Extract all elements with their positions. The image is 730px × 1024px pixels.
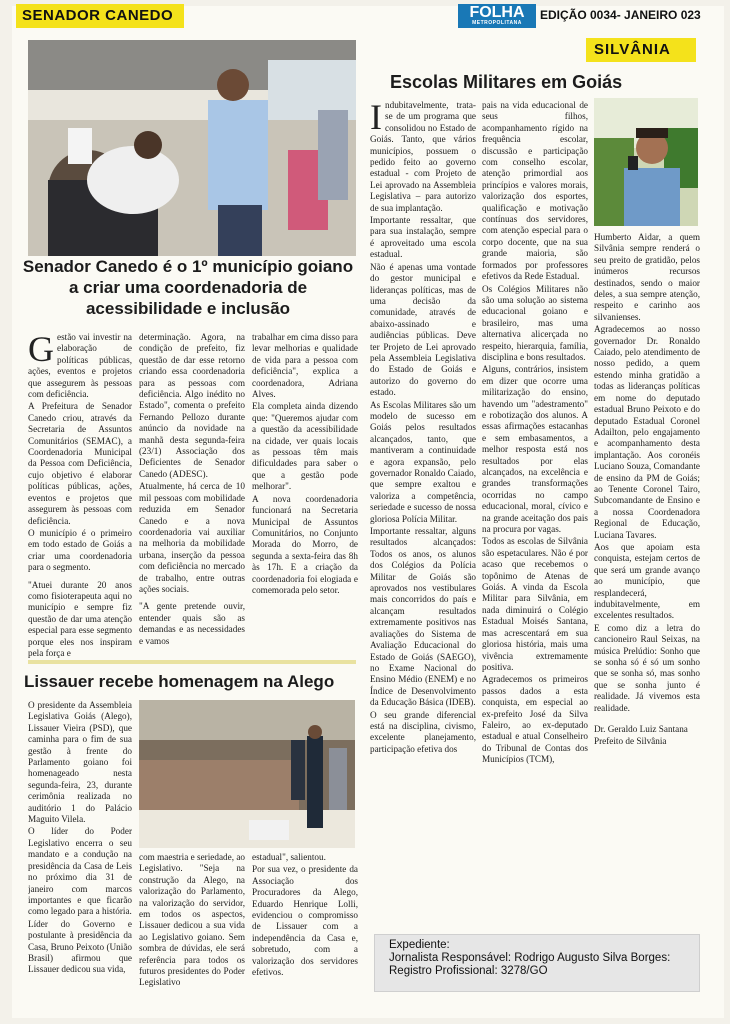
escolas-column-2	[482, 100, 588, 930]
escolas-headline: Escolas Militares em Goiás	[390, 72, 623, 92]
section-tag-senador-canedo: SENADOR CANEDO	[16, 4, 184, 28]
expediente-title: Expediente:	[389, 939, 450, 951]
paragraph: O município é o primeiro em todo estado de Goiás a criar uma coordenadoria para o segmento.	[28, 527, 132, 573]
paragraph: estão vai investir na elaboração de políticas públicas, ações, eventos e projetos que assegurem às pessoas com deficiência.	[28, 332, 132, 400]
folha-logo	[458, 4, 536, 28]
paragraph: Importante ressaltar, que para sua instalação, sempre é aproveitado uma escola estadual.	[370, 215, 476, 260]
lissauer-column-3	[252, 852, 358, 1002]
paragraph: A nova coordenadoria funcionará na Secretaria Municipal de Assuntos Comunitários, no Conjunto Morada do Morro, de segunda a sexta-feira das 8h às 17h. E a criação da coordenadoria foi elogiada e comemorada pelo setor.	[252, 493, 358, 595]
paragraph: ndubitavelmente, trata-se de um programa que consolidou no Estado de Goiás. Tanto, que vários municípios, possuem o pedido feito ao governo estadual - com Projeto de Lei aprovado na Assembleia Legislativa – para autorizo de sua implantação.	[370, 100, 476, 213]
edition-label: EDIÇÃO 0034- JANEIRO 023	[540, 8, 701, 22]
paragraph: Agradecemos os primeiros passos dados a esta conquista, em especial ao ex-prefeito José da Silva Faleiro, ao ex-deputado estadual e atual Conselheiro do Tribunal de Contas dos Municípios (TCM),	[482, 674, 588, 765]
paragraph: O presidente da Assembleia Legislativa Goiás (Alego), Lissauer Vieira (PSD), que caminha para o fim de sua gestão à frente do Parlamento goiano foi homenageado nesta segunda-feira, 23, durante cerimônia realizada no auditório 1 do Palácio Maguito Vilela.	[28, 700, 132, 825]
paragraph: Agradecemos ao nosso governador Dr. Ronaldo Caiado, pelo atendimento de nosso pedido, a quem estendo minha gratidão a todas as lideranças políticas em nome do deputado estadual Bruno Peixoto e do deputado Estadual Coronel Adailton, pelo engajamento e acompanhamento desta implantação. Aos coronéis Luciano Souza, Comandante de ensino da PM de Goiás; ao Tenente Coronel Tairo, Subcomandante de Ensino e a nossa Coordenadora Regional de Educação, Luciana Tavares.	[594, 324, 700, 540]
signature: Dr. Geraldo Luiz Santana	[594, 724, 688, 735]
lissauer-photo	[139, 700, 355, 848]
accent-bar	[28, 660, 356, 664]
dropcap: G	[28, 332, 54, 369]
paragraph: "Atuei durante 20 anos como fisioterapeuta aqui no município e sempre fiz questão de dar uma atenção especial para esse segmento porque eles nos inspiram pela força e	[28, 579, 132, 658]
paragraph: O líder do Poder Legislativo encerra o seu mandato e a condução na presidência da Casa de Leis no próximo dia 31 de janeiro com marcos importantes e que ficarão como legado para a história.	[28, 826, 132, 917]
lissauer-headline: Lissauer recebe homenagem na Alego	[24, 672, 335, 691]
escolas-column-3	[594, 232, 700, 932]
silvania-mayor-photo	[594, 98, 698, 226]
paragraph: O seu grande diferencial está na disciplina, civismo, excelente planejamento, participação efetiva dos	[370, 709, 476, 754]
lissauer-column-2	[139, 852, 245, 1002]
paragraph: pais na vida educacional de seus filhos, acompanhamento rígido na frequência escolar, discussão e participação com conselho escolar, atenção primordial aos princípios e valores morais, valorização dos esportes, qualificação e motivação contínuas dos servidores, com atenção especial para o corpo docente, que na sua grande maioria, são formados por professores efetivos da Rede Estadual.	[482, 100, 588, 282]
paragraph: As Escolas Militares são um modelo de sucesso em Goiás pelos resultados alcançados, tanto, que mantiveram a continuidade e agora expansão, pelo governador Ronaldo Caiado, que sempre exaltou e valoriza a competência, seriedade e sucesso de nossa gloriosa Polícia Militar.	[370, 399, 476, 524]
paragraph: estadual", salientou.	[252, 852, 326, 862]
paragraph: Ela completa ainda dizendo que: "Queremos ajudar com a questão da acessibilidade na cidade, ver quais locais as pessoas têm mais dificuldades para saber o que a gestão pode melhorar".	[252, 401, 358, 492]
paragraph: Não é apenas uma vontade do gestor municipal e lideranças políticas, mas de uma decisão da comunidade, através de abaixo-assinado e audiências públicas. Deve ter Projeto de Lei aprovado pela Assembleia Legislativa do Estado de Goiás e autorizo do governo do estado.	[370, 261, 476, 398]
canedo-photo	[28, 40, 356, 256]
logo-name: FOLHA	[469, 4, 525, 21]
paragraph: Os Colégios Militares não são uma solução ao sistema educacional goiano e brasileiro, mas uma alternativa alicerçada no respeito, hierarquia, família, disciplina e bons resultados.	[482, 283, 588, 362]
expediente-panel	[374, 934, 700, 992]
canedo-headline: Senador Canedo é o 1º município goiano a criar uma coordenadoria de acessibilidade e inclusão	[22, 257, 354, 318]
dropcap: I	[370, 100, 382, 137]
paragraph: Líder do Governo e postulante à presidência da Casa, Bruno Peixoto (União Brasil) afirmou que Lissauer dedicou sua vida,	[28, 918, 132, 975]
logo-subtitle: METROPOLITANA	[472, 20, 522, 26]
paragraph: Aos que apoiam esta conquista, estejam certos de que será um grande avanço ao município, que resplandecerá, indubitavelmente, em excelentes resultados.	[594, 541, 700, 621]
section-tag-silvania: SILVÂNIA	[586, 38, 696, 62]
canedo-column-2	[139, 332, 245, 670]
paragraph: Humberto Aidar, a quem Silvânia sempre renderá o seu preito de gratidão, pelos inúmeros recursos destinados, sendo o maior deles, a sua sempre atenção, respeito e carinho aos silvanienses.	[594, 232, 700, 322]
paragraph: Por sua vez, o presidente da Associação dos Procuradores da Alego, Eduardo Henrique Lolli, evidenciou o compromisso de Lissauer com a independência da Casa e, sobretudo, com a valorização dos servidores efetivos.	[252, 864, 358, 978]
paragraph: Todos as escolas de Silvânia são espetaculares. Não é por acaso que recebemos o topônimo de Atenas de Goiás. A vinda da Escola Militar para Silvânia, em nada diminuirá o Colégio Estadual Moisés Santana, mas acrescentará em sua gloriosa história, mais uma vivência extremamente positiva.	[482, 536, 588, 672]
canedo-column-3	[252, 332, 358, 670]
lissauer-column-1	[28, 700, 132, 1000]
paragraph: A Prefeitura de Senador Canedo criou, através da Secretaria de Assuntos Comunitários (SEMAC), a Coordenadoria Municipal da Pessoa com Deficiência, cujo objetivo é elaborar políticas públicas, ações, eventos e projetos que assegurem às pessoas com deficiência.	[28, 401, 132, 526]
paragraph: Importante ressaltar, alguns resultados alcançados: Todos os anos, os alunos dos Colégios da Polícia Militar de Goiás são aprovados nos vestibulares mais concorridos do país e alcançam resultados extremamente positivos nas avaliações do Sistema de Avaliação Educacional do Estado de Goiás (SAEGO), no Exame Nacional do Ensino Médio (ENEM) e no Índice de Desenvolvimento da Educação Básica (IDEB).	[370, 526, 476, 708]
paragraph: Atualmente, há cerca de 10 mil pessoas com mobilidade reduzida em Senador Canedo e a nova coordenadoria vai auxiliar na melhoria da mobilidade urbana, inserção da pessoa com deficiência no mercado de trabalho, entre outras ações sociais.	[139, 481, 245, 594]
paragraph: Alguns, contrários, insistem em dizer que ocorre uma militarização do ensino, havendo um "adestramento" e robotização dos alunos. A essas afirmações estacanhas e sem embasamentos, a melhor resposta está nos resultados por elas alcançados, na excelência e grandes transformações ocorridas no campo educacional, moral, cívico e na grande aceitação dos pais na procura por vagas.	[482, 364, 588, 535]
paragraph: E como diz a letra do cancioneiro Raul Seixas, na música Prelúdio: Sonho que se sonha só é só um sonho que se sonha só, mas sonho que se sonha junto é realidade. Já vivemos esta realidade.	[594, 622, 700, 713]
paragraph: determinação. Agora, na condição de prefeito, fiz questão de dar esse retorno criando essa coordenadoria para as pessoas com deficiência. Algo inédito no Estado", comenta o prefeito Fernando Pellozo durante anúncio da novidade na manhã desta segunda-feira (23/1) Associação dos Deficientes de Senador Canedo (ADESC).	[139, 332, 245, 479]
expediente-line-2: Registro Profissional: 3278/GO	[389, 965, 548, 977]
paragraph: trabalhar em cima disso para levar melhorias e qualidade de vida para a pessoa com deficiência", explica a coordenadora, Adriana Alves.	[252, 332, 358, 400]
expediente-line-1: Jornalista Responsável: Rodrigo Augusto Silva Borges:	[389, 952, 671, 964]
canedo-column-1	[28, 332, 132, 670]
paragraph: "A gente pretende ouvir, entender quais são as demandas e as necessidades e vamos	[139, 601, 245, 646]
paragraph: com maestria e seriedade, ao Legislativo. "Seja na construção da Alego, na valorização do Parlamento, na valorização do servidor, em todos os aspectos, Lissauer dedicou a sua vida ao Legislativo goiano. Sem sombra de dúvidas, ele será referência para todos os futuros presidentes do Poder Legislativo	[139, 852, 245, 988]
signature-role: Prefeito de Silvânia	[594, 736, 667, 747]
escolas-column-1	[370, 100, 476, 930]
